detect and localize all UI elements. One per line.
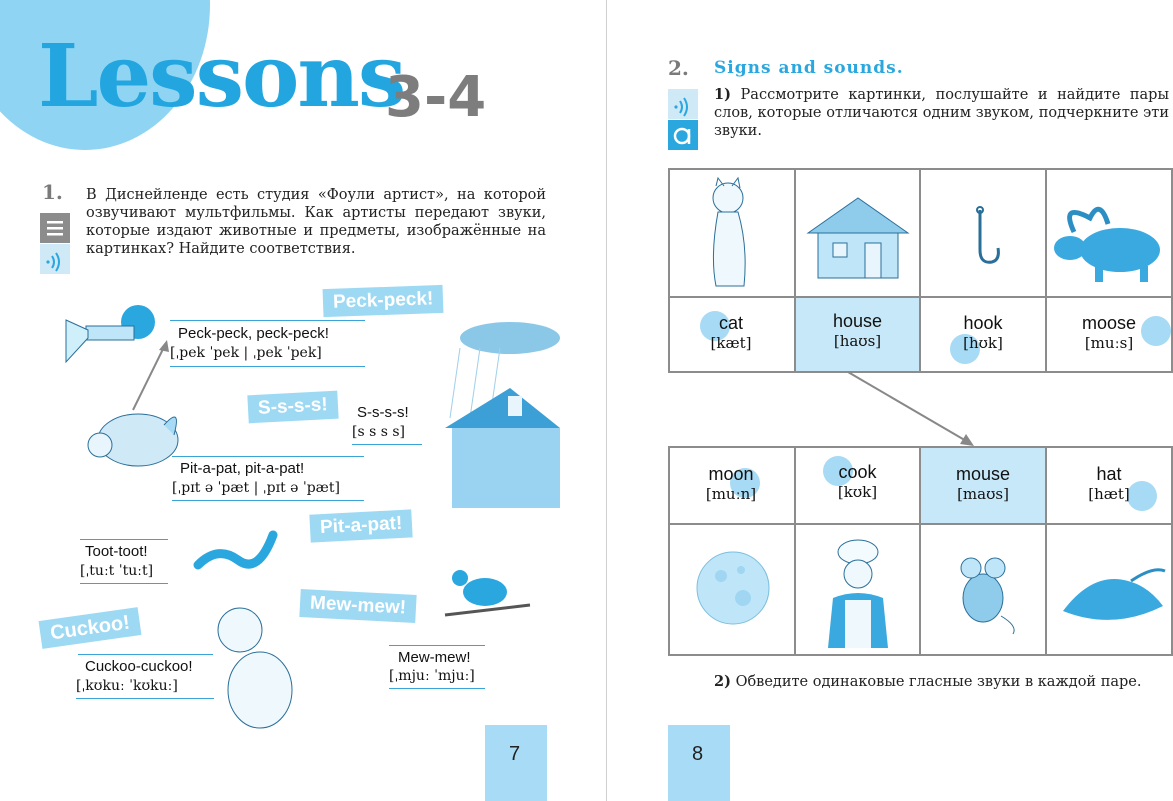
phrase-peck-peck: Peck-peck, peck-peck! [178,325,329,342]
lesson-number: 3-4 [385,65,487,130]
letter-a-icon[interactable] [668,120,698,150]
word-moon: moon [708,464,754,484]
row-divider [668,523,1173,525]
transcription-s-s-s-s: [s s s s] [352,424,406,440]
row-divider [668,296,1173,298]
audio-icon[interactable] [40,244,70,274]
phrase-underline [80,539,168,540]
phrase-underline [389,645,485,646]
word-cat: cat [718,313,743,333]
word-hook: hook [963,313,1003,333]
transcription-mew-mew: [ˌmjuː ˈmjuː] [389,668,475,684]
arrow-icon [840,370,980,450]
word-cell-cook [796,462,919,501]
banner-s-s-s-s: S-s-s-s! [247,391,338,424]
page-divider [606,0,607,801]
phrase-underline [80,583,168,584]
banner-mew-mew: Mew-mew! [299,589,416,623]
banner-pit-a-pat: Pit-a-pat! [309,509,413,542]
hook-picture [958,206,1008,271]
transcription-hook: [hʊk] [963,334,1003,352]
phrase-cuckoo-cuckoo: Cuckoo-cuckoo! [85,658,193,675]
exercise-1-number: 1. [42,180,63,204]
transcription-house: [haʊs] [833,332,882,350]
page-number-left: 7 [509,743,521,765]
phrase-s-s-s-s: S-s-s-s! [357,404,409,421]
phrase-toot-toot: Toot-toot! [85,543,148,560]
arrow-icon [125,335,175,415]
word-cell-moose [1047,313,1171,352]
banner-cuckoo: Cuckoo! [39,607,142,649]
cat-picture [698,176,768,291]
transcription-cuckoo-cuckoo: [ˌkʊkuː ˈkʊkuː] [76,678,178,694]
cat-illustration [205,600,300,730]
word-cell-cat [668,313,794,352]
transcription-cook: [kʊk] [837,483,878,501]
transcription-cat: [kæt] [710,334,752,352]
transcription-peck-peck: [ˌpek ˈpek | ˌpek ˈpek] [170,345,322,361]
hat-picture [1053,561,1171,631]
phrase-mew-mew: Mew-mew! [398,649,471,666]
word-moose: moose [1081,313,1137,333]
word-house: house [832,311,883,331]
house-rain-illustration [440,318,560,508]
word-mouse: mouse [955,464,1011,484]
moose-picture [1050,198,1170,283]
bird-illustration [440,560,535,640]
word-hat: hat [1096,464,1122,484]
phrase-underline [172,500,364,501]
exercise-2-task-1: 1) Рассмотрите картинки, послушайте и найдите пары слов, которые отличаются одним звуком, подчеркните эти звуки. [714,86,1170,139]
lesson-title: Lessons [38,26,405,127]
exercise-2-number: 2. [668,56,689,80]
phrase-underline [172,456,364,457]
transcription-mouse: [maʊs] [957,485,1009,503]
phrase-underline [389,688,485,689]
exercise-2-task-2: 2) Обведите одинаковые гласные звуки в каждой паре. [714,673,1142,690]
audio-icon[interactable] [668,89,698,119]
phrase-underline [170,320,365,321]
page-number-right: 8 [692,743,704,765]
phrase-underline [352,444,422,445]
phrase-underline [78,654,213,655]
word-cook: cook [838,462,877,482]
mouse-picture [943,546,1023,636]
phrase-underline [76,698,214,699]
menu-icon[interactable] [40,213,70,243]
phrase-pit-a-pat: Pit-a-pat, pit-a-pat! [180,460,305,477]
cook-picture [813,538,903,653]
moon-picture [693,546,773,631]
snake-illustration [188,515,283,580]
house-picture [803,188,913,283]
word-cell-house [796,311,919,350]
word-cell-hat [1047,464,1171,503]
phrase-underline [170,366,365,367]
transcription-toot-toot: [ˌtuːt ˈtuːt] [80,563,154,579]
word-cell-hook [921,313,1045,352]
word-cell-moon [668,464,794,503]
transcription-moose: [muːs] [1084,334,1134,352]
table-1 [668,168,1173,373]
word-cell-mouse [921,464,1045,503]
transcription-hat: [hæt] [1088,485,1130,503]
exercise-2-heading: Signs and sounds. [714,58,904,78]
transcription-moon: [muːn] [705,485,757,503]
exercise-1-text: В Диснейленде есть студия «Фоули артист», на которой озвучивают мультфильмы. Как артисты передают звуки, которые издают животные и предметы, изображённые на картинках? Найдите соответствия. [86,187,546,257]
transcription-pit-a-pat: [ˌpɪt ə ˈpæt | ˌpɪt ə ˈpæt] [172,480,340,496]
banner-peck-peck: Peck-peck! [323,285,444,317]
table-2 [668,446,1173,656]
